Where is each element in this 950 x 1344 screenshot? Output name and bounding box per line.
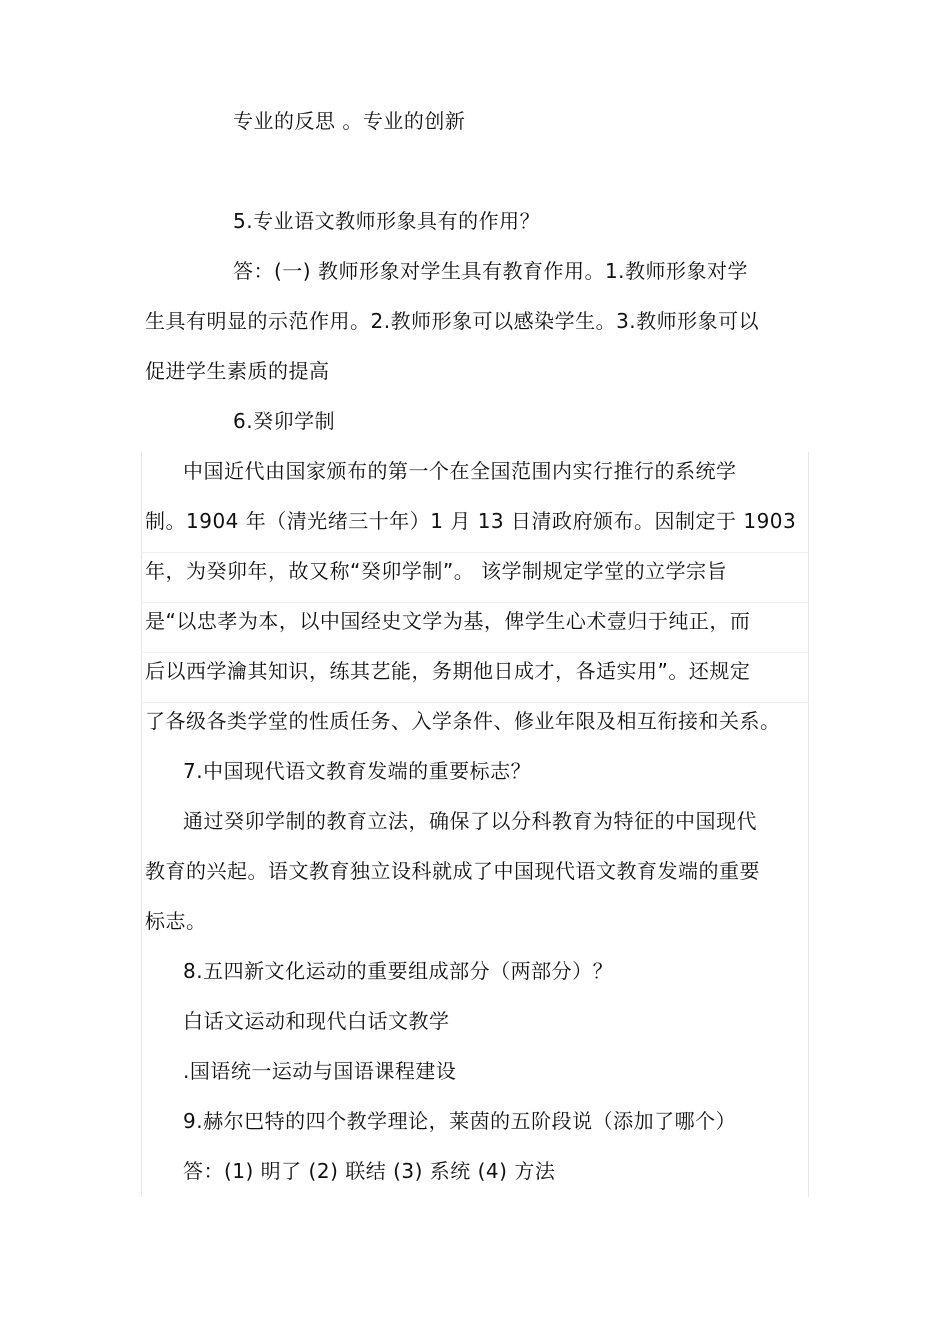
paragraph-text: 后以西学瀹其知识，练其艺能，务期他日成才，各适实用”。还规定: [145, 659, 751, 683]
paragraph-text: 标志。: [145, 909, 207, 933]
answer-text: 促进学生素质的提高: [145, 359, 330, 383]
paragraph-text: 了各级各类学堂的性质任务、入学条件、修业年限及相互衔接和关系。: [145, 709, 781, 733]
answer-text: 答：(一) 教师形象对学生具有教育作用。1.教师形象对学: [233, 259, 749, 283]
frame-left-border: [141, 452, 142, 1197]
answer-text: 生具有明显的示范作用。2.教师形象可以感染学生。3.教师形象可以: [145, 309, 760, 333]
question-heading: 5.专业语文教师形象具有的作用？: [233, 209, 541, 233]
question-heading: 8.五四新文化运动的重要组成部分（两部分）？: [183, 959, 614, 983]
divider: [141, 552, 809, 553]
question-heading: 7.中国现代语文教育发端的重要标志？: [183, 759, 532, 783]
answer-text: .国语统一运动与国语课程建设: [183, 1059, 457, 1083]
paragraph-text: 通过癸卯学制的教育立法，确保了以分科教育为特征的中国现代: [183, 809, 757, 833]
paragraph-text: 年，为癸卯年，故又称“癸卯学制”。 该学制规定学堂的立学宗旨: [145, 559, 728, 583]
text-line: 专业的反思 。专业的创新: [233, 109, 466, 133]
divider: [141, 602, 809, 603]
divider: [141, 702, 809, 703]
paragraph-text: 制。1904 年（清光绪三十年）1 月 13 日清政府颁布。因制定于 1903: [145, 509, 797, 533]
question-heading: 6.癸卯学制: [233, 409, 336, 433]
paragraph-text: 教育的兴起。语文教育独立设科就成了中国现代语文教育发端的重要: [145, 859, 760, 883]
paragraph-text: 是“以忠孝为本，以中国经史文学为基，俾学生心术壹归于纯正，而: [145, 609, 751, 633]
question-heading: 9.赫尔巴特的四个教学理论，莱茵的五阶段说（添加了哪个）: [183, 1109, 737, 1133]
paragraph-text: 中国近代由国家颁布的第一个在全国范围内实行推行的系统学: [183, 459, 737, 483]
divider: [141, 652, 809, 653]
answer-text: 答：(1) 明了 (2) 联结 (3) 系统 (4) 方法: [183, 1159, 556, 1183]
answer-text: 白话文运动和现代白话文教学: [183, 1009, 450, 1033]
